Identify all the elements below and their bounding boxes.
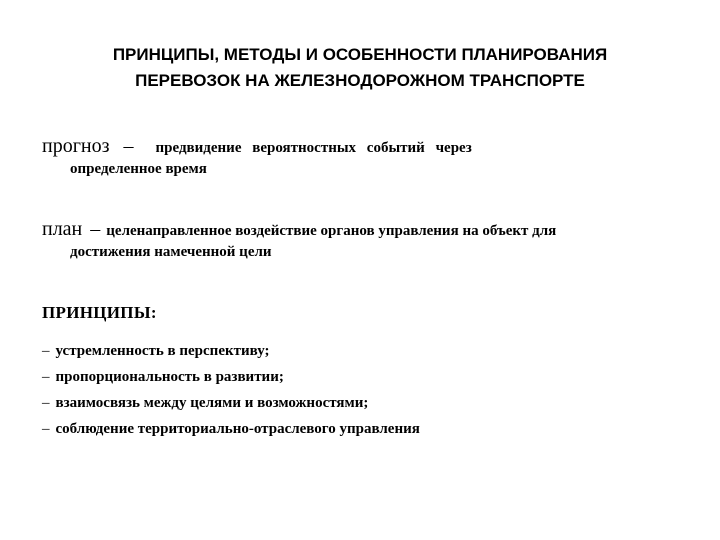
list-item	[42, 364, 682, 390]
definition-dash: –	[123, 135, 134, 157]
principles-heading: ПРИНЦИПЫ:	[42, 303, 157, 322]
definition-forecast	[42, 135, 682, 179]
slide-title-line-1: ПРИНЦИПЫ, МЕТОДЫ И ОСОБЕННОСТИ ПЛАНИРОВАНИЯ	[112, 45, 608, 64]
definition-text-line-2: достижения намеченной цели	[70, 244, 272, 260]
list-item-text: устремленность в перспективу;	[55, 343, 270, 359]
definition-text-line-2: определенное время	[70, 161, 207, 177]
slide-title	[30, 42, 690, 94]
definition-text-line-1: целенаправленное воздействие органов управления на объект для	[106, 223, 557, 239]
definition-dash: –	[90, 218, 101, 240]
list-item-text: соблюдение территориально-отраслевого управления	[55, 421, 420, 437]
definition-term: план	[42, 218, 83, 240]
principles-section	[42, 302, 682, 442]
list-item-text: взаимосвязь между целями и возможностями;	[55, 395, 369, 411]
bullet-dash: –	[42, 369, 50, 385]
bullet-dash: –	[42, 421, 50, 437]
definition-plan	[42, 218, 682, 262]
list-item	[42, 390, 682, 416]
slide-title-line-2: ПЕРЕВОЗОК НА ЖЕЛЕЗНОДОРОЖНОМ ТРАНСПОРТЕ	[135, 71, 585, 90]
bullet-dash: –	[42, 395, 50, 411]
list-item	[42, 338, 682, 364]
list-item	[42, 416, 682, 442]
list-item-text: пропорциональность в развитии;	[55, 369, 284, 385]
bullet-dash: –	[42, 343, 50, 359]
definition-term: прогноз	[42, 135, 110, 157]
definition-text-line-1: предвидение вероятностных событий через	[155, 140, 472, 156]
